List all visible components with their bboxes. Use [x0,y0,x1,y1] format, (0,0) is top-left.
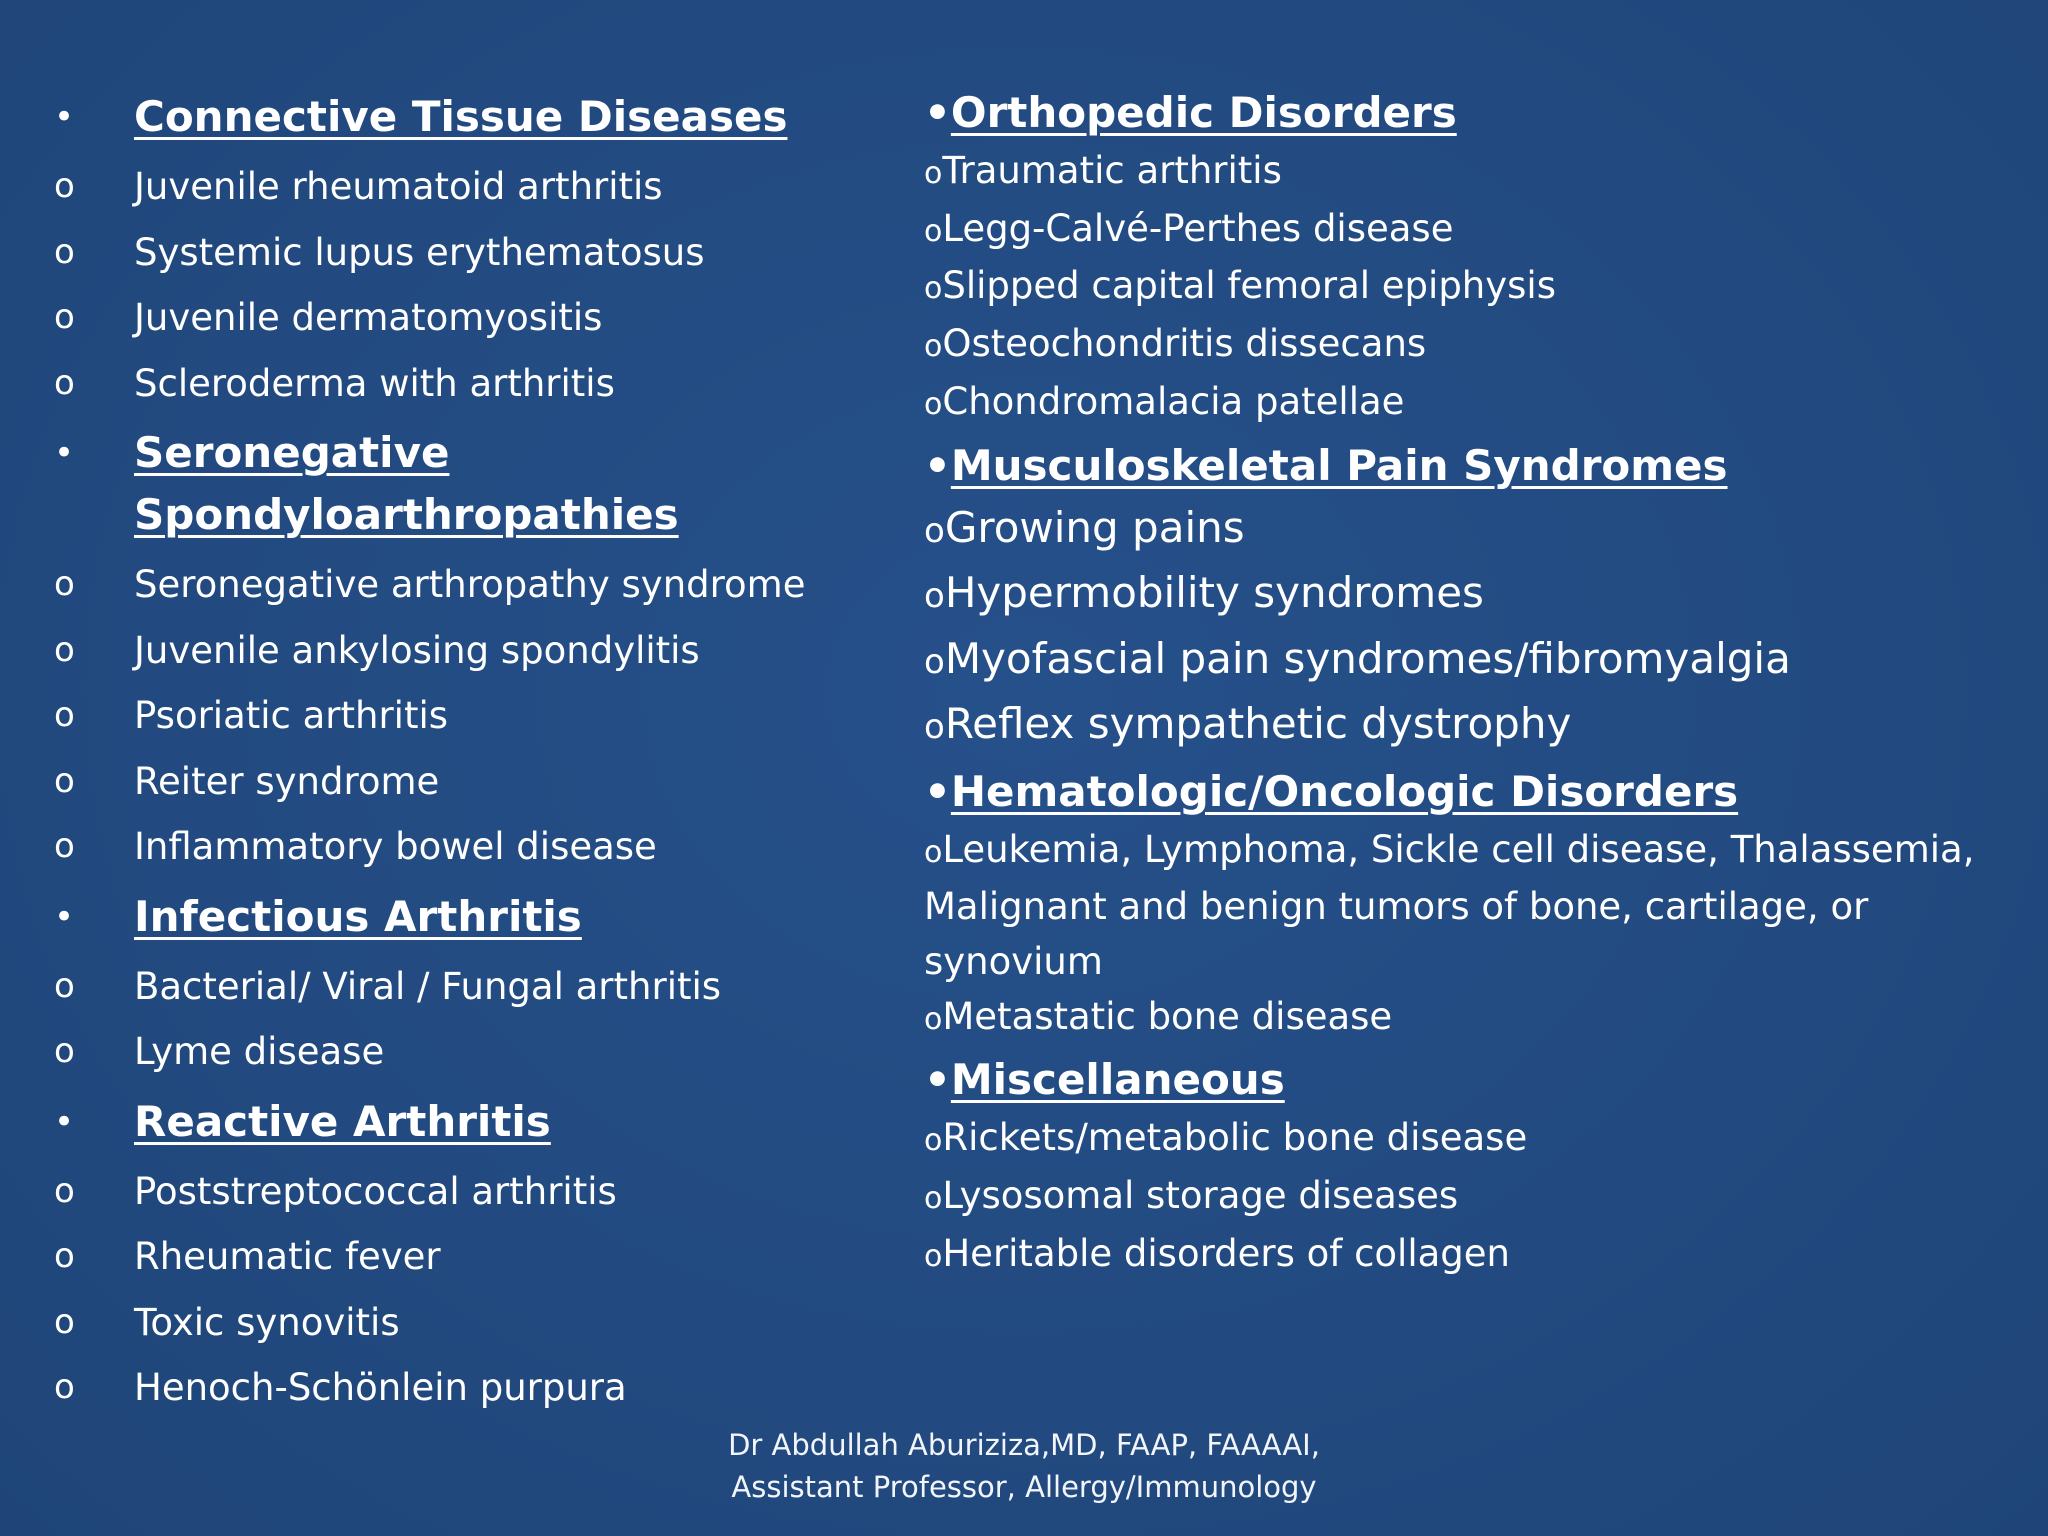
heading-text: Musculoskeletal Pain Syndromes [950,440,1728,490]
item-text: Growing pains [944,502,1245,552]
list-item [52,1355,912,1421]
item-text: Osteochondritis dissecans [942,322,1427,366]
section-heading [924,1049,2014,1111]
sub-marker: o [54,1031,75,1071]
item-text: Seronegative arthropathy syndrome [134,563,806,606]
sub-marker: o [924,576,945,617]
item-text: Poststreptococcal arthritis [134,1169,617,1213]
list-item-continued [924,935,2014,990]
item-text: Heritable disorders of collagen [942,1231,1510,1275]
list-item [52,749,912,815]
list-item [924,497,2014,563]
item-text: Metastatic bone disease [942,994,1393,1038]
list-item [924,1111,2014,1169]
sub-marker: o [54,1301,75,1342]
list-item [924,823,2014,881]
sub-marker: o [924,156,943,191]
item-text: Hypermobility syndromes [944,568,1484,618]
list-item [924,628,2014,694]
bullet-marker: • [54,896,75,937]
left-column [52,80,912,1421]
sub-marker: o [924,1181,943,1217]
item-text: Malignant and benign tumors of bone, cartilage, or [924,885,1869,929]
list-item [924,259,2014,317]
sub-marker: o [924,834,943,870]
heading-text: Seronegative [134,428,450,477]
bullet-marker: • [924,88,951,137]
list-item [924,144,2014,202]
bullet-marker: • [54,433,75,473]
item-text: Bacterial/ Viral / Fungal arthritis [134,964,722,1008]
item-text: Rickets/metabolic bone disease [942,1116,1528,1160]
item-text: Slipped capital femoral epiphysis [942,264,1556,308]
sub-marker: o [54,231,75,272]
item-text: Reiter syndrome [134,759,440,803]
bullet-marker: • [924,440,951,490]
list-item [924,375,2014,433]
sub-marker: o [54,695,75,735]
section-heading [924,761,2014,823]
section-heading [52,422,912,546]
sub-marker: o [54,629,75,670]
item-text: Inflammatory bowel disease [134,825,657,868]
sub-marker: o [54,1367,75,1407]
section-heading [924,435,2014,497]
heading-text: Orthopedic Disorders [950,88,1457,137]
sub-marker: o [924,271,943,307]
item-text: Toxic synovitis [134,1300,400,1344]
list-item [924,990,2014,1048]
bullet-marker: • [924,1055,951,1105]
sub-marker: o [54,1170,75,1211]
list-item [924,202,2014,260]
list-item [52,1019,912,1085]
list-item [52,618,912,684]
sub-marker: o [924,386,943,422]
right-column [924,80,2014,1284]
sub-marker: o [54,564,75,604]
sub-marker: o [54,965,75,1006]
bullet-marker: • [54,1101,75,1142]
list-item [924,562,2014,628]
footer-line-author: Dr Abdullah Aburiziza,MD, FAAP, FAAAAI, [728,1428,1320,1462]
item-text: synovium [924,939,1103,983]
item-text: Lysosomal storage diseases [942,1174,1459,1218]
item-text: Systemic lupus erythematosus [134,230,705,274]
list-item [52,683,912,749]
list-item [52,1224,912,1290]
section-heading [924,82,2014,144]
item-text: Reflex sympathetic dystrophy [944,699,1572,749]
item-text: Psoriatic arthritis [134,694,449,737]
heading-text: Infectious Arthritis [134,891,582,941]
sub-marker: o [924,707,945,748]
list-item [52,552,912,618]
heading-text: Hematologic/Oncologic Disorders [950,766,1739,816]
bullet-marker: • [924,766,951,816]
item-text: Lyme disease [134,1030,385,1073]
sub-marker: o [54,362,75,403]
sub-marker: o [54,297,75,337]
list-item [924,317,2014,375]
heading-text: Connective Tissue Diseases [134,92,788,141]
list-item [52,814,912,880]
list-item [52,220,912,286]
list-item [52,351,912,417]
heading-block [134,422,679,546]
item-text: Legg-Calvé-Perthes disease [942,206,1454,250]
sub-marker: o [924,1123,943,1159]
list-item [924,1227,2014,1285]
heading-text-continued: Spondyloarthropathies [134,490,679,539]
sub-marker: o [924,641,945,682]
item-text: Juvenile dermatomyositis [134,296,603,339]
item-text: Juvenile rheumatoid arthritis [134,165,663,208]
list-item [924,1169,2014,1227]
sub-marker: o [924,1001,943,1037]
item-text: Myofascial pain syndromes/fibromyalgia [944,633,1791,683]
item-text: Rheumatic fever [134,1235,441,1278]
heading-text: Miscellaneous [950,1055,1285,1105]
sub-marker: o [54,826,75,866]
bullet-marker: • [54,97,75,137]
list-item [924,693,2014,759]
section-heading [52,86,912,148]
footer-credit [0,1424,2048,1508]
list-item [52,954,912,1020]
sub-marker: o [54,166,75,206]
sub-marker: o [54,1236,75,1276]
item-text: Scleroderma with arthritis [134,361,615,405]
list-item [52,1290,912,1356]
item-text: Juvenile ankylosing spondylitis [134,628,700,672]
footer-line-title: Assistant Professor, Allergy/Immunology [731,1470,1317,1504]
list-item [52,1159,912,1225]
list-item [52,285,912,351]
section-heading [52,886,912,948]
list-item-continued [924,880,2014,935]
sub-marker: o [54,760,75,801]
sub-marker: o [924,1238,943,1274]
item-text: Traumatic arthritis [942,149,1282,192]
item-text: Henoch-Schönlein purpura [134,1366,627,1409]
item-text: Chondromalacia patellae [942,379,1405,423]
heading-text: Reactive Arthritis [134,1096,551,1146]
section-heading [52,1091,912,1153]
sub-marker: o [924,213,943,249]
item-text: Leukemia, Lymphoma, Sickle cell disease, Thalassemia, [942,827,1975,871]
sub-marker: o [924,329,943,365]
list-item [52,154,912,220]
sub-marker: o [924,510,945,551]
